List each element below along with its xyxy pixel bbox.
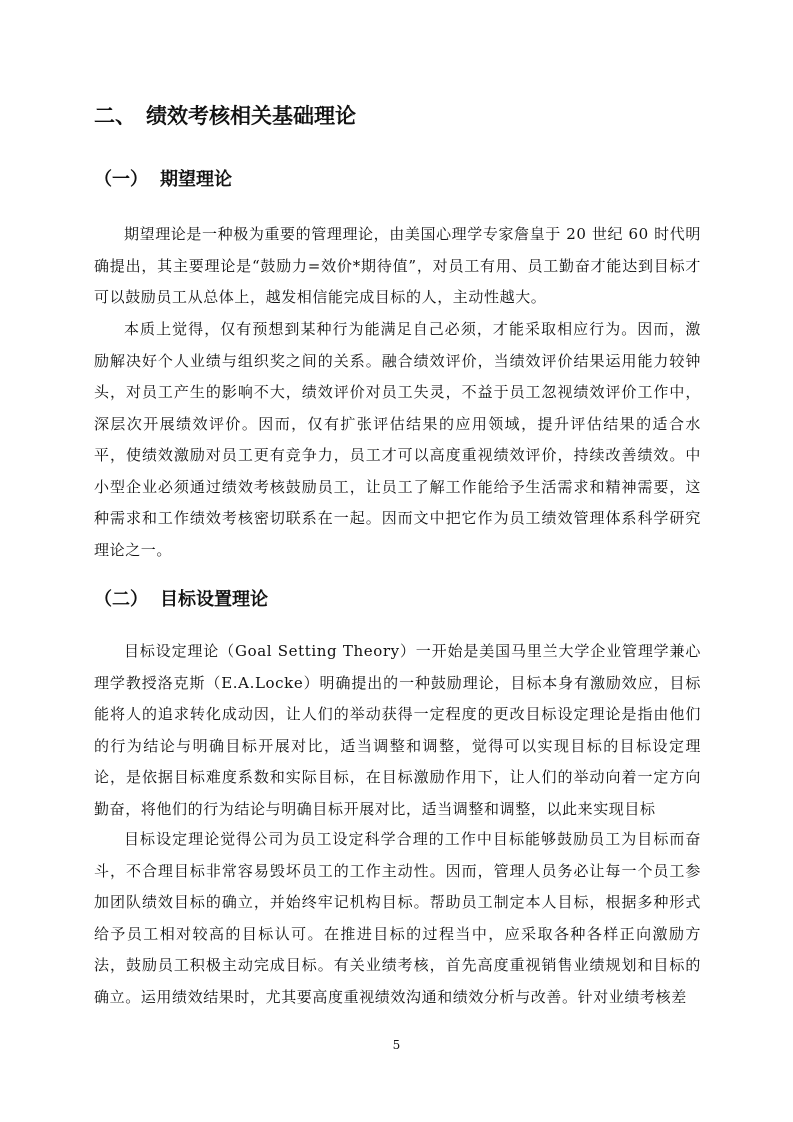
subsection-heading-goal-setting: [94, 586, 268, 614]
section-number: 二、: [94, 104, 136, 128]
subsection-title: 目标设置理论: [160, 589, 268, 610]
body-paragraph: 目标设定理论觉得公司为员工设定科学合理的工作中目标能够鼓励员工为目标而奋斗，不合理目标非常容易毁坏员工的工作主动性。因而，管理人员务必让每一个员工参加团队绩效目标的确立，并始终牢记机构目标。帮助员工制定本人目标，根据多种形式给予员工相对较高的目标认可。在推进目标的过程当中，应采取各种各样正向激励方法，鼓励员工积极主动完成目标。有关业绩考核，首先高度重视销售业绩规划和目标的确立。运用绩效结果时，尤其要高度重视绩效沟通和绩效分析与改善。针对业绩考核差: [94, 830, 701, 1006]
subsection-heading-expectancy: [94, 166, 232, 194]
subsection-number: （二）: [94, 589, 148, 610]
body-paragraph: 期望理论是一种极为重要的管理理论，由美国心理学专家詹皇于 20 世纪 60 时代明确提出，其主要理论是“鼓励力=效价*期待值”，对员工有用、员工勤奋才能达到目标才可以鼓励员工从总体上，越发相信能完成目标的人，主动性越大。: [94, 225, 701, 306]
section-title: 绩效考核相关基础理论: [146, 104, 356, 128]
section-heading: [94, 100, 356, 132]
page-number: 5: [392, 1038, 401, 1052]
subsection-number: （一）: [94, 169, 148, 190]
body-paragraph: 本质上觉得，仅有预想到某种行为能满足自己必须，才能采取相应行为。因而，激励解决好个人业绩与组织奖之间的关系。融合绩效评价，当绩效评价结果运用能力较钟头，对员工产生的影响不大，绩效评价对员工失灵，不益于员工忽视绩效评价工作中，深层次开展绩效评价。因而，仅有扩张评估结果的应用领域，提升评估结果的适合水平，使绩效激励对员工更有竞争力，员工才可以高度重视绩效评价，持续改善绩效。中小型企业必须通过绩效考核鼓励员工，让员工了解工作能给予生活需求和精神需要，这种需求和工作绩效考核密切联系在一起。因而文中把它作为员工绩效管理体系科学研究理论之一。: [94, 320, 701, 559]
subsection-title: 期望理论: [160, 169, 232, 190]
body-paragraph: 目标设定理论（Goal Setting Theory）一开始是美国马里兰大学企业管理学兼心理学教授洛克斯（E.A.Locke）明确提出的一种鼓励理论，目标本身有激励效应，目标能将人的追求转化成动因，让人们的举动获得一定程度的更改目标设定理论是指由他们的行为结论与明确目标开展对比，适当调整和调整，觉得可以实现目标的目标设定理论，是依据目标难度系数和实际目标，在目标激励作用下，让人们的举动向着一定方向勤奋，将他们的行为结论与明确目标开展对比，适当调整和调整，以此来实现目标: [94, 642, 701, 818]
